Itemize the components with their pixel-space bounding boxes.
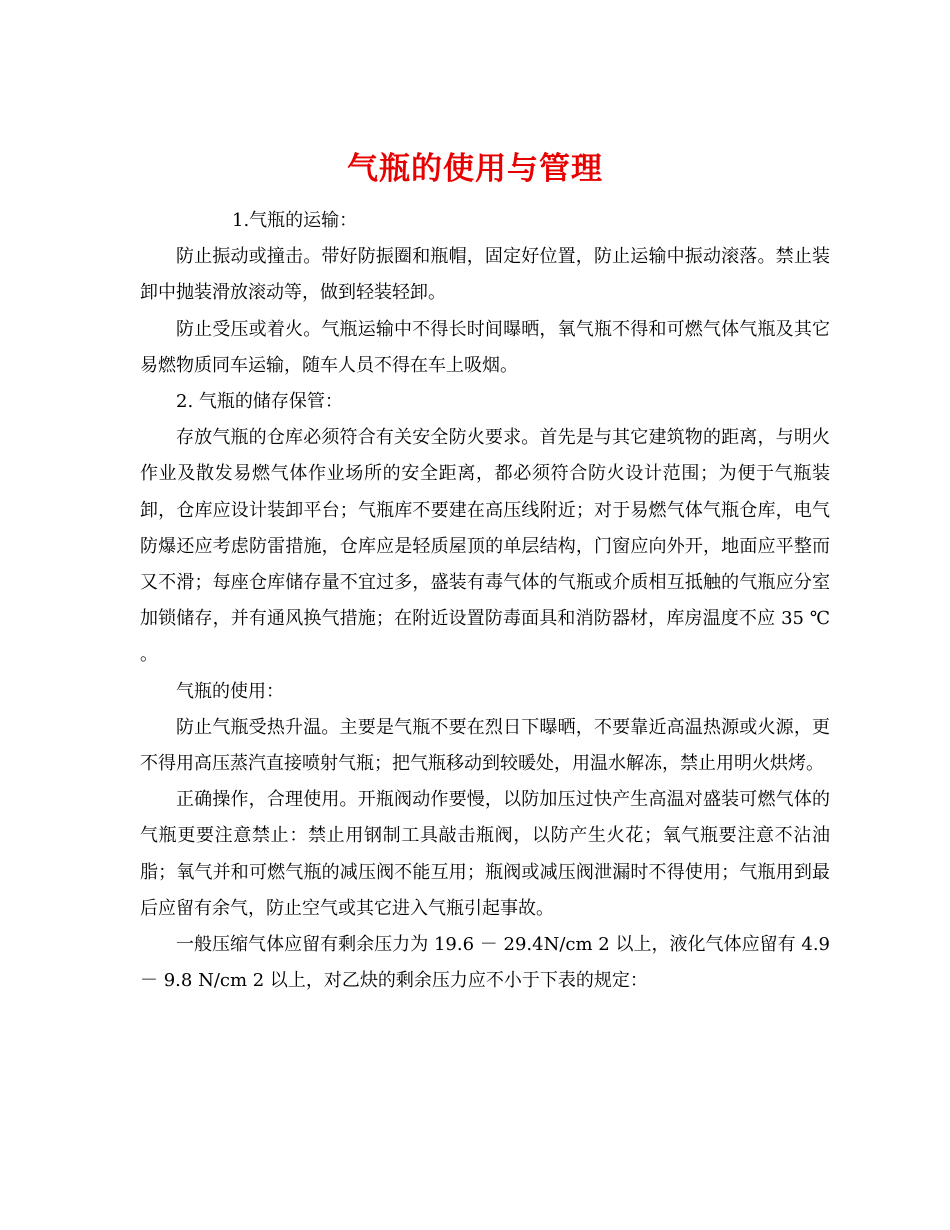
paragraph: 一般压缩气体应留有剩余压力为 19.6 － 29.4N/cm 2 以上，液化气体应留有 4.9 － 9.8 N/cm 2 以上，对乙炔的剩余压力应不小于下表的规定： — [140, 934, 830, 992]
section-heading-usage: 气瓶的使用： — [176, 680, 284, 702]
paragraph: 存放气瓶的仓库必须符合有关安全防火要求。首先是与其它建筑物的距离，与明火作业及散发易燃气体作业场所的安全距离，都必须符合防火设计范围；为便于气瓶装卸，仓库应设计装卸平台；气瓶库不要建在高压线附近；对于易燃气体气瓶仓库，电气防爆还应考虑防雷措施，仓库应是轻质屋顶的单层结构，门窗应向外开，地面应平整而又不滑；每座仓库储存量不宜过多，盛装有毒气体的气瓶或介质相互抵触的气瓶应分室加锁储存，并有通风换气措施；在附近设置防毒面具和消防器材，库房温度不应 35 ℃ 。 — [140, 427, 830, 666]
document-title: 气瓶的使用与管理 — [347, 150, 603, 187]
paragraph: 防止气瓶受热升温。主要是气瓶不要在烈日下曝晒，不要靠近高温热源或火源，更不得用高压蒸汽直接喷射气瓶；把气瓶移动到较暖处，用温水解冻，禁止用明火烘烤。 — [140, 716, 830, 775]
section-heading-storage: 2. 气瓶的储存保管： — [176, 391, 343, 413]
paragraph: 正确操作，合理使用。开瓶阀动作要慢，以防加压过快产生高温对盛装可燃气体的气瓶更要注意禁止：禁止用钢制工具敲击瓶阀，以防产生火花；氧气瓶要注意不沾油脂；氧气并和可燃气瓶的减压阀不能互用；瓶阀或减压阀泄漏时不得使用；气瓶用到最后应留有余气，防止空气或其它进入气瓶引起事故。 — [140, 789, 830, 919]
section-heading-transport: 1.气瓶的运输： — [232, 210, 358, 231]
paragraph: 防止受压或着火。气瓶运输中不得长时间曝晒，氧气瓶不得和可燃气体气瓶及其它易燃物质同车运输，随车人员不得在车上吸烟。 — [140, 318, 830, 376]
paragraph: 防止振动或撞击。带好防振圈和瓶帽，固定好位置，防止运输中振动滚落。禁止装卸中抛装滑放滚动等，做到轻装轻卸。 — [140, 246, 830, 304]
document-body — [140, 203, 830, 999]
